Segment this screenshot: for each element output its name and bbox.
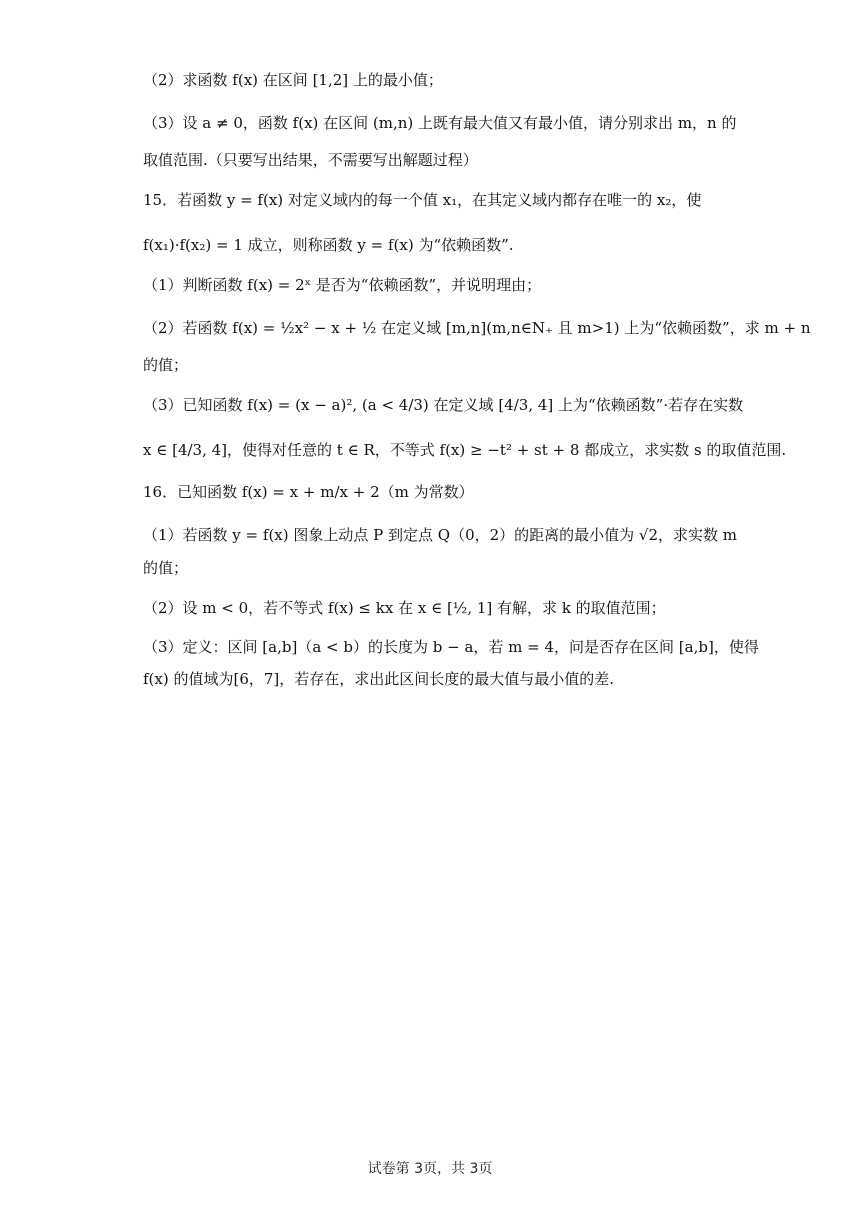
text-line: f(x₁)·f(x₂) = 1 成立，则称函数 y = f(x) 为“依赖函数”. [143,236,514,254]
text-line: （3）已知函数 f(x) = (x − a)², (a < 4/3) 在定义域 [4/3, 4] 上为“依赖函数”·若存在实数 [143,396,744,414]
text-line: 取值范围.（只要写出结果，不需要写出解题过程） [143,151,478,169]
question-15-stem: 15．若函数 y = f(x) 对定义域内的每一个值 x₁，在其定义域内都存在唯一的 x₂，使 [143,191,702,209]
text-line: 的值； [143,559,189,577]
text-line: （3）定义：区间 [a,b]（a < b）的长度为 b − a，若 m = 4，问是否存在区间 [a,b]，使得 [143,638,759,656]
text-line: x ∈ [4/3, 4]，使得对任意的 t ∈ R，不等式 f(x) ≥ −t² + st + 8 都成立，求实数 s 的取值范围. [143,441,787,459]
question-16-stem: 16．已知函数 f(x) = x + m/x + 2（m 为常数） [143,483,474,501]
text-line: （1）若函数 y = f(x) 图象上动点 P 到定点 Q（0，2）的距离的最小值为 √2，求实数 m [143,526,738,544]
text-line: f(x) 的值域为[6，7]，若存在，求出此区间长度的最大值与最小值的差. [143,670,615,688]
text-line: （3）设 a ≠ 0，函数 f(x) 在区间 (m,n) 上既有最大值又有最小值，请分别求出 m，n 的 [143,114,737,132]
text-line: （1）判断函数 f(x) = 2ˣ 是否为“依赖函数”，并说明理由； [143,276,542,294]
page-footer: 试卷第 3页，共 3页 [367,1161,493,1177]
text-line: （2）若函数 f(x) = ½x² − x + ½ 在定义域 [m,n](m,n∈N₊ 且 m>1) 上为“依赖函数”，求 m + n [143,319,811,337]
text-line: 的值； [143,356,189,374]
text-line: （2）设 m < 0，若不等式 f(x) ≤ kx 在 x ∈ [½, 1] 有解，求 k 的取值范围； [143,599,666,617]
text-line: （2）求函数 f(x) 在区间 [1,2] 上的最小值； [143,71,443,89]
